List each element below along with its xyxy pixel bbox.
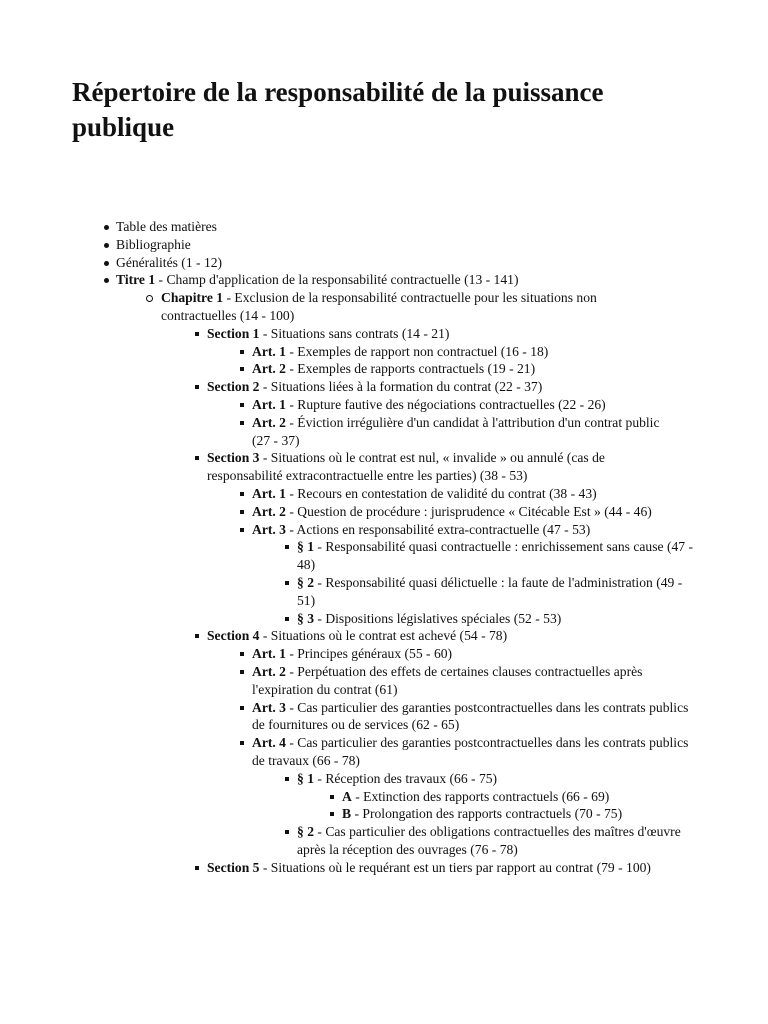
toc-label[interactable]: Art. 1 bbox=[252, 343, 286, 359]
toc-link-label[interactable]: Table des matières bbox=[116, 219, 217, 234]
toc-item-s3-art-3-par-1[interactable] bbox=[297, 538, 697, 574]
toc-label[interactable]: Chapitre 1 bbox=[161, 290, 224, 306]
toc-text[interactable]: - Responsabilité quasi délictuelle : la faute de l'administration (49 - 51) bbox=[297, 574, 683, 608]
toc-item-s4-art-4-par-1-b[interactable] bbox=[342, 805, 702, 823]
toc-text[interactable]: - Exemples de rapport non contractuel (16 - 18) bbox=[285, 343, 549, 359]
toc-item-s3-art-2[interactable] bbox=[252, 503, 707, 521]
toc-label[interactable]: Titre 1 bbox=[116, 272, 156, 288]
toc-label[interactable]: Section 1 bbox=[207, 325, 260, 341]
toc-text[interactable]: - Situations sans contrats (14 - 21) bbox=[259, 325, 450, 341]
toc-text[interactable]: - Responsabilité quasi contractuelle : enrichissement sans cause (47 - 48) bbox=[297, 539, 693, 573]
toc-item-chapitre-1[interactable] bbox=[161, 289, 693, 876]
toc-label[interactable]: Art. 1 bbox=[252, 485, 286, 501]
toc-label[interactable]: Section 2 bbox=[207, 379, 260, 395]
toc-text[interactable]: - Cas particulier des garanties postcontractuelles dans les contrats publics de fournitures ou de services (62 - 65) bbox=[252, 699, 689, 733]
toc-item-s1-art-2[interactable] bbox=[252, 360, 712, 378]
toc-item-s3-art-3[interactable] bbox=[252, 521, 707, 628]
toc-label[interactable]: Section 5 bbox=[207, 859, 260, 875]
toc-text[interactable]: - Exemples de rapports contractuels (19 - 21) bbox=[285, 361, 536, 377]
toc-label[interactable]: Section 3 bbox=[207, 450, 260, 466]
toc-label[interactable]: Art. 2 bbox=[252, 414, 286, 430]
toc-text[interactable]: - Situations où le requérant est un tiers par rapport au contrat (79 - 100) bbox=[259, 859, 651, 875]
toc-link-label[interactable]: Généralités (1 - 12) bbox=[116, 254, 223, 270]
toc-label[interactable]: § 2 bbox=[297, 574, 314, 590]
toc-text[interactable]: - Situations où le contrat est achevé (54 - 78) bbox=[259, 628, 508, 644]
toc-label[interactable]: Art. 2 bbox=[252, 361, 286, 377]
toc-item-table-des-matieres[interactable] bbox=[116, 218, 716, 236]
toc-item-generalites[interactable] bbox=[116, 254, 716, 272]
toc-text[interactable]: - Dispositions législatives spéciales (52 - 53) bbox=[314, 610, 562, 626]
toc-text[interactable]: - Champ d'application de la responsabilité contractuelle (13 - 141) bbox=[155, 272, 519, 288]
toc-label[interactable]: § 1 bbox=[297, 539, 314, 555]
toc-label[interactable]: Art. 2 bbox=[252, 663, 286, 679]
toc-text[interactable]: - Extinction des rapports contractuels (66 - 69) bbox=[351, 788, 610, 804]
table-of-contents bbox=[116, 218, 716, 876]
toc-item-s4-art-4[interactable] bbox=[252, 734, 697, 859]
toc-item-s4-art-1[interactable] bbox=[252, 645, 697, 663]
toc-label[interactable]: Art. 4 bbox=[252, 735, 286, 751]
toc-text[interactable]: - Réception des travaux (66 - 75) bbox=[314, 770, 498, 786]
toc-item-s4-art-3[interactable] bbox=[252, 699, 697, 735]
toc-item-s3-art-3-par-3[interactable] bbox=[297, 610, 697, 628]
toc-item-titre-1[interactable] bbox=[116, 271, 716, 876]
toc-item-s4-art-4-par-1-a[interactable] bbox=[342, 788, 702, 806]
toc-label[interactable]: Art. 3 bbox=[252, 521, 286, 537]
toc-text[interactable]: - Perpétuation des effets de certaines clauses contractuelles après l'expiration du contrat (61) bbox=[252, 663, 643, 697]
toc-item-bibliographie[interactable] bbox=[116, 236, 716, 254]
toc-label[interactable]: § 1 bbox=[297, 770, 314, 786]
toc-item-s4-art-2[interactable] bbox=[252, 663, 697, 699]
toc-text[interactable]: - Principes généraux (55 - 60) bbox=[285, 646, 453, 662]
toc-label[interactable]: § 3 bbox=[297, 610, 314, 626]
toc-item-s1-art-1[interactable] bbox=[252, 343, 712, 361]
toc-text[interactable]: - Actions en responsabilité extra-contractuelle (47 - 53) bbox=[285, 521, 591, 537]
toc-item-s4-art-4-par-2[interactable] bbox=[297, 823, 697, 859]
toc-text[interactable]: - Cas particulier des obligations contractuelles des maîtres d'œuvre après la réception des ouvrages (76 - 78) bbox=[297, 824, 681, 857]
toc-item-section-4[interactable] bbox=[207, 627, 689, 858]
toc-label[interactable]: Art. 2 bbox=[252, 503, 286, 519]
toc-text[interactable]: - Situations liées à la formation du contrat (22 - 37) bbox=[259, 379, 543, 395]
toc-label[interactable]: Art. 1 bbox=[252, 396, 286, 412]
toc-item-s3-art-3-par-2[interactable] bbox=[297, 574, 697, 610]
toc-text[interactable]: - Cas particulier des garanties postcontractuelles dans les contrats publics de travaux (66 - 78) bbox=[252, 735, 689, 768]
toc-item-section-5[interactable] bbox=[207, 859, 667, 877]
toc-item-s2-art-1[interactable] bbox=[252, 396, 672, 414]
toc-label[interactable]: Art. 1 bbox=[252, 646, 286, 662]
toc-text[interactable]: - Prolongation des rapports contractuels (70 - 75) bbox=[351, 806, 623, 822]
toc-label[interactable]: Art. 3 bbox=[252, 699, 286, 715]
page-title: Répertoire de la responsabilité de la puissance publique bbox=[72, 77, 604, 142]
toc-text[interactable]: - Exclusion de la responsabilité contractuelle pour les situations non contractuelles (14 - 100) bbox=[161, 290, 597, 323]
toc-text[interactable]: - Éviction irrégulière d'un candidat à l'attribution d'un contrat public (27 - 37) bbox=[252, 414, 660, 448]
toc-label[interactable]: Section 4 bbox=[207, 628, 260, 644]
toc-item-section-1[interactable] bbox=[207, 325, 667, 378]
toc-label[interactable]: B bbox=[342, 806, 352, 822]
toc-item-section-3[interactable] bbox=[207, 449, 693, 627]
toc-text[interactable]: - Recours en contestation de validité du contrat (38 - 43) bbox=[285, 485, 597, 501]
toc-text[interactable]: - Situations où le contrat est nul, « invalide » ou annulé (cas de responsabilité extracontractuelle entre les parties) (38 - 53) bbox=[207, 450, 605, 484]
toc-item-s2-art-2[interactable] bbox=[252, 414, 672, 450]
toc-link-label[interactable]: Bibliographie bbox=[116, 236, 191, 252]
toc-item-s3-art-1[interactable] bbox=[252, 485, 707, 503]
toc-label[interactable]: A bbox=[342, 788, 352, 804]
toc-item-section-2[interactable] bbox=[207, 378, 667, 449]
toc-item-s4-art-4-par-1[interactable] bbox=[297, 770, 697, 823]
toc-text[interactable]: - Rupture fautive des négociations contractuelles (22 - 26) bbox=[285, 396, 606, 412]
toc-label[interactable]: § 2 bbox=[297, 824, 314, 840]
toc-text[interactable]: - Question de procédure : jurisprudence « Citécable Est » (44 - 46) bbox=[285, 503, 652, 519]
